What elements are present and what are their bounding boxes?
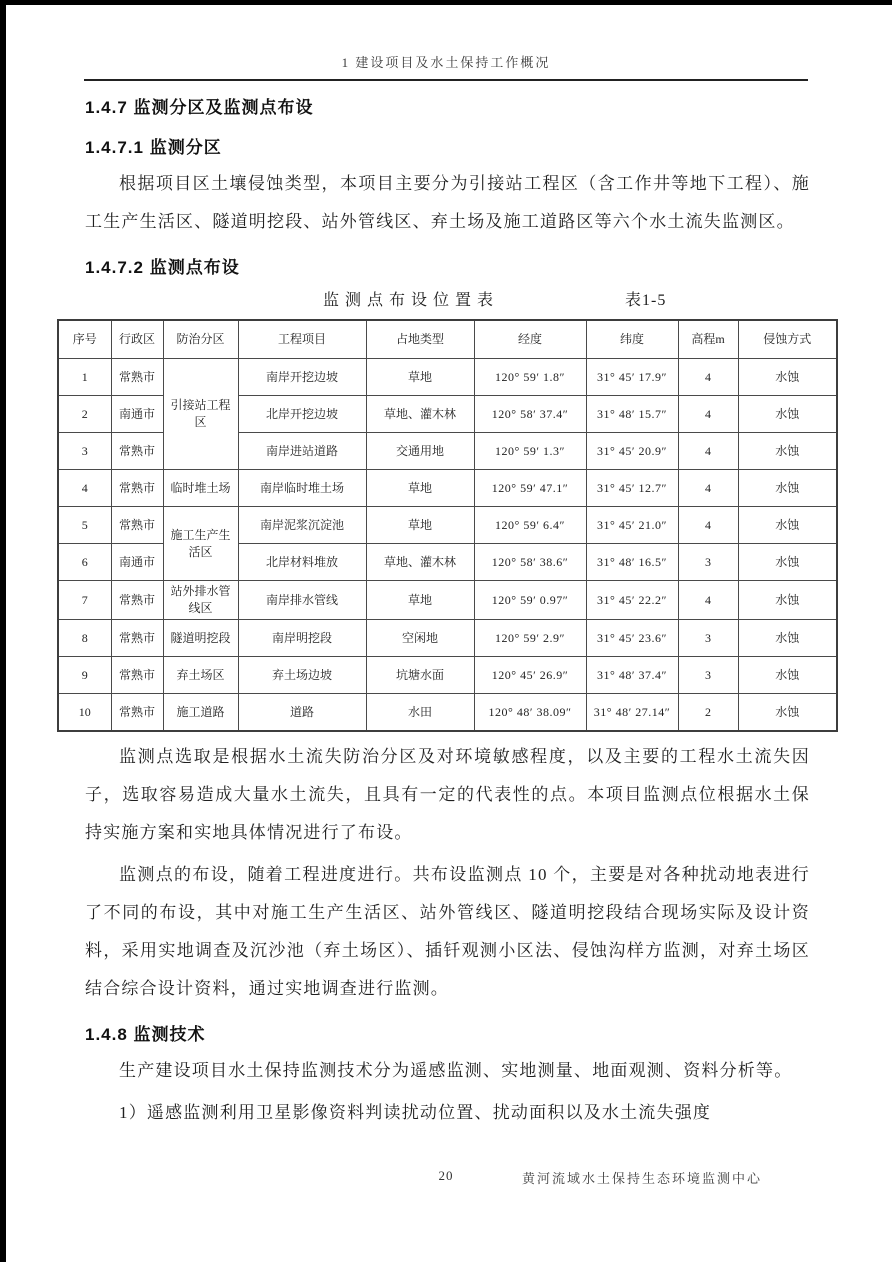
table-row <box>58 470 837 507</box>
cell-longitude: 120° 59′ 6.4″ <box>474 507 586 544</box>
cell-project: 南岸进站道路 <box>238 433 366 470</box>
cell-elevation: 4 <box>678 507 738 544</box>
cell-no: 4 <box>58 470 111 507</box>
table-row <box>58 507 837 544</box>
cell-region: 常熟市 <box>111 507 163 544</box>
paragraph-monitoring-zones: 根据项目区土壤侵蚀类型，本项目主要分为引接站工程区（含工作井等地下工程）、施工生产生活区、隧道明挖段、站外管线区、弃土场及施工道路区等六个水土流失监测区。 <box>85 174 810 231</box>
column-header: 占地类型 <box>366 320 474 359</box>
table-caption: 监测点布设位置表 <box>323 292 500 309</box>
table-row <box>58 359 837 396</box>
cell-zone: 隧道明挖段 <box>163 620 238 657</box>
column-header: 经度 <box>474 320 586 359</box>
cell-longitude: 120° 59′ 47.1″ <box>474 470 586 507</box>
cell-longitude: 120° 59′ 0.97″ <box>474 581 586 620</box>
header-row <box>58 320 837 359</box>
cell-longitude: 120° 59′ 1.3″ <box>474 433 586 470</box>
cell-latitude: 31° 48′ 15.7″ <box>586 396 678 433</box>
cell-no: 8 <box>58 620 111 657</box>
heading-1-4-8: 1.4.8 监测技术 <box>85 1025 206 1044</box>
cell-longitude: 120° 45′ 26.9″ <box>474 657 586 694</box>
cell-latitude: 31° 48′ 37.4″ <box>586 657 678 694</box>
cell-no: 1 <box>58 359 111 396</box>
cell-no: 3 <box>58 433 111 470</box>
cell-land-type: 草地 <box>366 470 474 507</box>
column-header: 序号 <box>58 320 111 359</box>
page-footer <box>0 1168 892 1192</box>
paragraph-point-layout: 监测点的布设，随着工程进度进行。共布设监测点 10 个，主要是对各种扰动地表进行了不同的布设，其中对施工生产生活区、站外管线区、隧道明挖段结合现场实际及设计资料，采用实地调查及沉沙池（弃土场区）、插钎观测小区法、侵蚀沟样方监测，对弃土场区结合综合设计资料，通过实地调查进行监测。 <box>85 865 810 998</box>
cell-erosion: 水蚀 <box>738 544 837 581</box>
cell-erosion: 水蚀 <box>738 359 837 396</box>
cell-elevation: 4 <box>678 396 738 433</box>
cell-elevation: 3 <box>678 657 738 694</box>
cell-project: 道路 <box>238 694 366 732</box>
cell-land-type: 草地 <box>366 507 474 544</box>
cell-project: 南岸明挖段 <box>238 620 366 657</box>
cell-region: 常熟市 <box>111 581 163 620</box>
cell-zone: 施工生产生活区 <box>163 507 238 581</box>
cell-latitude: 31° 45′ 20.9″ <box>586 433 678 470</box>
table-row <box>58 620 837 657</box>
column-header: 侵蚀方式 <box>738 320 837 359</box>
heading-1-4-7: 1.4.7 监测分区及监测点布设 <box>85 98 314 117</box>
monitor-table <box>57 319 838 732</box>
monitoring-table-wrapper <box>57 319 810 732</box>
cell-elevation: 4 <box>678 470 738 507</box>
cell-longitude: 120° 48′ 38.09″ <box>474 694 586 732</box>
column-header: 高程m <box>678 320 738 359</box>
cell-latitude: 31° 45′ 22.2″ <box>586 581 678 620</box>
cell-land-type: 草地、灌木林 <box>366 544 474 581</box>
cell-erosion: 水蚀 <box>738 433 837 470</box>
cell-region: 常熟市 <box>111 620 163 657</box>
cell-no: 2 <box>58 396 111 433</box>
cell-project: 南岸开挖边坡 <box>238 359 366 396</box>
cell-project: 南岸泥浆沉淀池 <box>238 507 366 544</box>
cell-zone: 引接站工程区 <box>163 359 238 470</box>
cell-region: 常熟市 <box>111 694 163 732</box>
cell-no: 5 <box>58 507 111 544</box>
paragraph-remote-sensing: 1）遥感监测利用卫星影像资料判读扰动位置、扰动面积以及水土流失强度 <box>119 1103 712 1122</box>
cell-land-type: 坑塘水面 <box>366 657 474 694</box>
table-row <box>58 694 837 732</box>
cell-land-type: 草地 <box>366 359 474 396</box>
cell-longitude: 120° 58′ 37.4″ <box>474 396 586 433</box>
cell-longitude: 120° 59′ 1.8″ <box>474 359 586 396</box>
cell-region: 南通市 <box>111 544 163 581</box>
table-caption-row <box>85 287 810 315</box>
cell-no: 10 <box>58 694 111 732</box>
cell-zone: 弃土场区 <box>163 657 238 694</box>
cell-latitude: 31° 48′ 27.14″ <box>586 694 678 732</box>
cell-project: 南岸临时堆土场 <box>238 470 366 507</box>
cell-erosion: 水蚀 <box>738 396 837 433</box>
cell-project: 北岸开挖边坡 <box>238 396 366 433</box>
page-number: 20 <box>438 1168 454 1183</box>
cell-no: 9 <box>58 657 111 694</box>
cell-erosion: 水蚀 <box>738 694 837 732</box>
table-body <box>58 359 837 732</box>
cell-region: 常熟市 <box>111 359 163 396</box>
cell-zone: 站外排水管线区 <box>163 581 238 620</box>
cell-longitude: 120° 59′ 2.9″ <box>474 620 586 657</box>
cell-region: 南通市 <box>111 396 163 433</box>
cell-erosion: 水蚀 <box>738 657 837 694</box>
cell-region: 常熟市 <box>111 470 163 507</box>
cell-longitude: 120° 58′ 38.6″ <box>474 544 586 581</box>
scan-edge-left <box>0 0 6 1262</box>
cell-land-type: 草地、灌木林 <box>366 396 474 433</box>
cell-project: 南岸排水管线 <box>238 581 366 620</box>
cell-project: 弃土场边坡 <box>238 657 366 694</box>
cell-erosion: 水蚀 <box>738 470 837 507</box>
column-header: 防治分区 <box>163 320 238 359</box>
cell-elevation: 3 <box>678 544 738 581</box>
cell-latitude: 31° 45′ 17.9″ <box>586 359 678 396</box>
cell-region: 常熟市 <box>111 433 163 470</box>
cell-elevation: 4 <box>678 581 738 620</box>
page-content <box>0 95 892 1132</box>
cell-erosion: 水蚀 <box>738 581 837 620</box>
cell-erosion: 水蚀 <box>738 620 837 657</box>
cell-latitude: 31° 45′ 12.7″ <box>586 470 678 507</box>
table-row <box>58 581 837 620</box>
cell-elevation: 3 <box>678 620 738 657</box>
header-rule <box>84 79 808 81</box>
cell-zone: 施工道路 <box>163 694 238 732</box>
cell-zone: 临时堆土场 <box>163 470 238 507</box>
footer-organization: 黄河流域水土保持生态环境监测中心 <box>521 1171 762 1186</box>
running-header: 1 建设项目及水土保持工作概况 <box>341 55 551 70</box>
table-number-label: 表1-5 <box>625 292 667 309</box>
cell-no: 7 <box>58 581 111 620</box>
table-head <box>58 320 837 359</box>
cell-land-type: 草地 <box>366 581 474 620</box>
cell-region: 常熟市 <box>111 657 163 694</box>
cell-elevation: 4 <box>678 433 738 470</box>
cell-latitude: 31° 48′ 16.5″ <box>586 544 678 581</box>
column-header: 行政区 <box>111 320 163 359</box>
cell-no: 6 <box>58 544 111 581</box>
cell-elevation: 4 <box>678 359 738 396</box>
heading-1-4-7-2: 1.4.7.2 监测点布设 <box>85 258 240 277</box>
cell-latitude: 31° 45′ 21.0″ <box>586 507 678 544</box>
cell-elevation: 2 <box>678 694 738 732</box>
cell-land-type: 水田 <box>366 694 474 732</box>
cell-land-type: 交通用地 <box>366 433 474 470</box>
column-header: 工程项目 <box>238 320 366 359</box>
paragraph-monitoring-tech: 生产建设项目水土保持监测技术分为遥感监测、实地测量、地面观测、资料分析等。 <box>119 1061 793 1080</box>
cell-land-type: 空闲地 <box>366 620 474 657</box>
cell-project: 北岸材料堆放 <box>238 544 366 581</box>
cell-latitude: 31° 45′ 23.6″ <box>586 620 678 657</box>
cell-erosion: 水蚀 <box>738 507 837 544</box>
column-header: 纬度 <box>586 320 678 359</box>
table-row <box>58 657 837 694</box>
heading-1-4-7-1: 1.4.7.1 监测分区 <box>85 138 222 157</box>
scan-edge-top <box>0 0 892 5</box>
paragraph-point-selection: 监测点选取是根据水土流失防治分区及对环境敏感程度，以及主要的工程水土流失因子，选取容易造成大量水土流失，且具有一定的代表性的点。本项目监测点位根据水土保持实施方案和实地具体情况进行了布设。 <box>85 747 810 842</box>
